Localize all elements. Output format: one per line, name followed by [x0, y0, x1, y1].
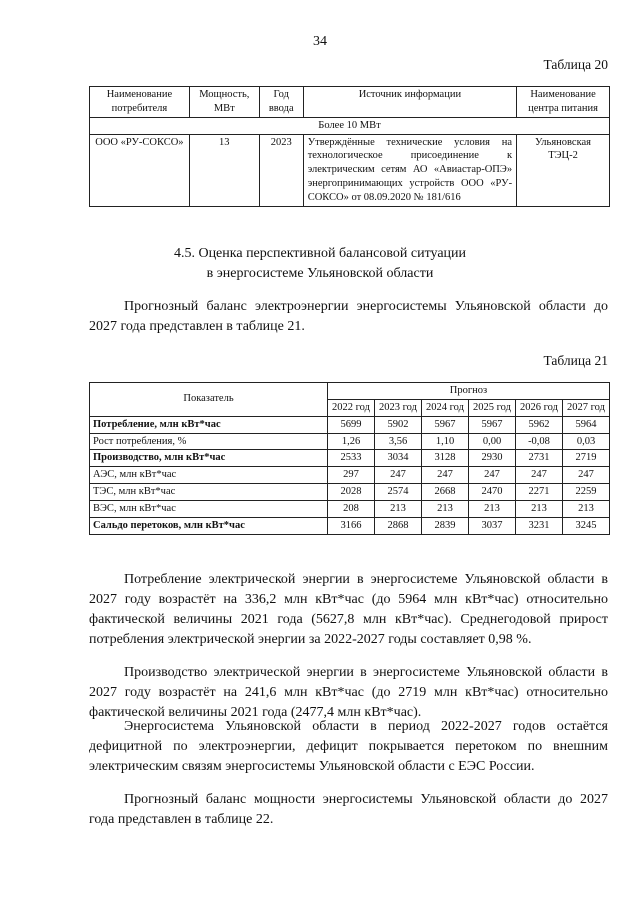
section-heading-line-1: 4.5. Оценка перспективной балансовой ситуации	[173, 246, 467, 261]
cell-value: 247	[469, 467, 516, 484]
cell-value: 5964	[563, 416, 610, 433]
cell-value: 247	[422, 467, 469, 484]
cell-value: 247	[516, 467, 563, 484]
section-heading-line-2: в энергосистеме Ульяновской области	[206, 266, 434, 282]
table-row	[90, 450, 610, 467]
header-year-2024: 2024 год	[422, 399, 469, 416]
table-row	[90, 467, 610, 484]
header-source: Источник информации	[303, 87, 516, 118]
table-row	[90, 501, 610, 518]
header-year: Год ввода	[259, 87, 303, 118]
cell-value: 2731	[516, 450, 563, 467]
cell-value: 5962	[516, 416, 563, 433]
header-center: Наименование центра питания	[517, 87, 610, 118]
cell-value: 3034	[375, 450, 422, 467]
cell-value: 213	[469, 501, 516, 518]
table-row	[90, 517, 610, 534]
row-label: ВЭС, млн кВт*час	[90, 501, 328, 518]
cell-value: 2930	[469, 450, 516, 467]
header-forecast: Прогноз	[328, 383, 610, 400]
cell-value: 2259	[563, 484, 610, 501]
row-label: Сальдо перетоков, млн кВт*час	[90, 517, 328, 534]
cell-value: 5902	[375, 416, 422, 433]
section-heading	[0, 244, 640, 285]
row-label: Рост потребления, %	[90, 433, 328, 450]
table-20-header-row	[90, 87, 610, 118]
table-row	[90, 416, 610, 433]
paragraph-1: Прогнозный баланс электроэнергии энергосистемы Ульяновской области до 2027 года представлен в таблице 21.	[89, 299, 608, 334]
cell-value: 2271	[516, 484, 563, 501]
cell-value: 247	[375, 467, 422, 484]
cell-value: 2719	[563, 450, 610, 467]
table-20-caption: Таблица 20	[543, 57, 608, 72]
paragraph-5: Прогнозный баланс мощности энергосистемы Ульяновской области до 2027 года представлен в таблице 22.	[89, 792, 608, 827]
cell-value: -0,08	[516, 433, 563, 450]
cell-value: 2668	[422, 484, 469, 501]
header-year-2025: 2025 год	[469, 399, 516, 416]
cell-value: 213	[422, 501, 469, 518]
table-20	[89, 86, 610, 207]
cell-value: 2574	[375, 484, 422, 501]
table-row	[90, 433, 610, 450]
table-21-caption: Таблица 21	[543, 353, 608, 368]
table-21	[89, 382, 610, 535]
cell-value: 297	[328, 467, 375, 484]
cell-value: 3037	[469, 517, 516, 534]
row-label: Потребление, млн кВт*час	[90, 416, 328, 433]
cell-value: 3245	[563, 517, 610, 534]
cell-value: 5967	[422, 416, 469, 433]
paragraph-3: Производство электрической энергии в энергосистеме Ульяновской области в 2027 году возрастёт на 241,6 млн кВт*час (до 2719 млн кВт*час) относительно фактической величины 2021 года (2477,4 млн кВт*час).	[89, 665, 608, 720]
table-row	[90, 484, 610, 501]
cell-value: 213	[516, 501, 563, 518]
cell-center: Ульяновская ТЭЦ-2	[517, 134, 610, 206]
section-label: Более 10 МВт	[90, 117, 610, 134]
row-label: Производство, млн кВт*час	[90, 450, 328, 467]
cell-value: 0,03	[563, 433, 610, 450]
header-year-2022: 2022 год	[328, 399, 375, 416]
cell-value: 2470	[469, 484, 516, 501]
cell-value: 3231	[516, 517, 563, 534]
page-number: 34	[313, 34, 327, 49]
cell-value: 208	[328, 501, 375, 518]
header-year-2026: 2026 год	[516, 399, 563, 416]
cell-source: Утверждённые технические условия на технологическое присоединение к электрическим сетям АО «Авиастар-ОПЭ» энергопринимающих устройств ООО «РУ-СОКСО» от 08.09.2020 № 181/616	[303, 134, 516, 206]
cell-value: 5699	[328, 416, 375, 433]
cell-power: 13	[189, 134, 259, 206]
cell-value: 2868	[375, 517, 422, 534]
header-year-2023: 2023 год	[375, 399, 422, 416]
header-power: Мощность, МВт	[189, 87, 259, 118]
cell-value: 2533	[328, 450, 375, 467]
row-label: АЭС, млн кВт*час	[90, 467, 328, 484]
cell-value: 213	[375, 501, 422, 518]
cell-value: 0,00	[469, 433, 516, 450]
cell-consumer: ООО «РУ-СОКСО»	[90, 134, 190, 206]
table-21-header-row-1	[90, 383, 610, 400]
cell-value: 2028	[328, 484, 375, 501]
header-consumer: Наименование потребителя	[90, 87, 190, 118]
cell-value: 3,56	[375, 433, 422, 450]
cell-value: 5967	[469, 416, 516, 433]
table-20-section-row	[90, 117, 610, 134]
cell-value: 1,26	[328, 433, 375, 450]
paragraph-2: Потребление электрической энергии в энергосистеме Ульяновской области в 2027 году возрастёт на 336,2 млн кВт*час (до 5964 млн кВт*час) относительно фактической величины 2021 года (5627,8 млн кВт*час). Среднегодовой прирост потребления электрической энергии за 2022-2027 годы составляет 0,98 %.	[89, 572, 608, 647]
cell-value: 213	[563, 501, 610, 518]
cell-value: 2839	[422, 517, 469, 534]
header-year-2027: 2027 год	[563, 399, 610, 416]
cell-year: 2023	[259, 134, 303, 206]
paragraph-4: Энергосистема Ульяновской области в период 2022-2027 годов остаётся дефицитной по электроэнергии, дефицит покрывается перетоком по внешним электрическим связям энергосистемы Ульяновской области с ЕЭС России.	[89, 719, 608, 774]
cell-value: 247	[563, 467, 610, 484]
header-indicator: Показатель	[90, 383, 328, 417]
cell-value: 1,10	[422, 433, 469, 450]
cell-value: 3128	[422, 450, 469, 467]
cell-value: 3166	[328, 517, 375, 534]
table-row	[90, 134, 610, 206]
row-label: ТЭС, млн кВт*час	[90, 484, 328, 501]
